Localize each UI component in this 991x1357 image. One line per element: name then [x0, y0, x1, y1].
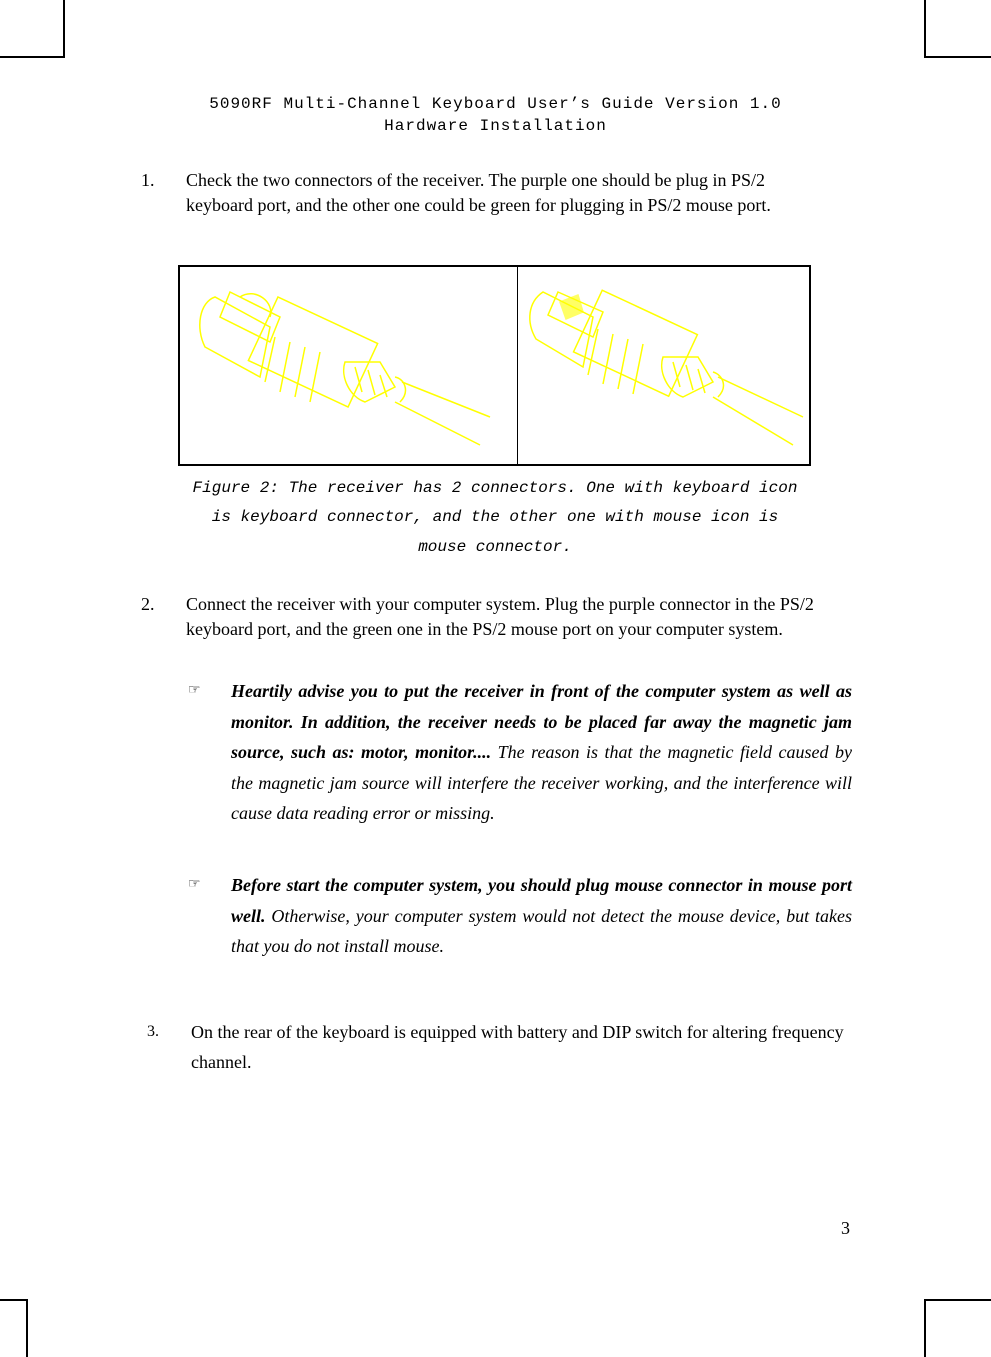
step-1-number: 1. — [141, 170, 155, 190]
note-1-emphasis: Heartily advise you to put the receiver in front of the computer system as well as monitor. In addition, the receiver needs to be placed far away the magnetic jam source, such as: motor, monitor.... — [231, 681, 852, 762]
pointing-hand-icon: ☞ — [188, 683, 201, 698]
keyboard-connector-image — [180, 267, 517, 464]
step-3-number: 3. — [147, 1023, 159, 1040]
figure-caption-line-3: mouse connector. — [418, 538, 572, 556]
note-2-emphasis: Before start the computer system, you should plug mouse connector in mouse port well. — [231, 875, 852, 926]
note-2-text: Otherwise, your computer system would not detect the mouse device, but takes that you do not install mouse. — [231, 905, 852, 956]
pointing-hand-icon: ☞ — [188, 877, 201, 892]
page-number: 3 — [841, 1218, 850, 1238]
header-title: 5090RF Multi-Channel Keyboard User’s Guide Version 1.0 — [209, 95, 782, 113]
note-1-text: The reason is that the magnetic field caused by the magnetic jam source will interfere the receiver working, and the interference will cause data reading error or missing. — [231, 742, 852, 823]
note-1 — [231, 676, 852, 829]
note-2 — [231, 870, 852, 962]
connector-figure — [178, 265, 811, 466]
mouse-connector-image — [518, 267, 809, 464]
figure-caption-line-2: is keyboard connector, and the other one with mouse icon is — [211, 508, 779, 526]
step-2-number: 2. — [141, 594, 155, 614]
step-1-text: Check the two connectors of the receiver. The purple one should be plug in PS/2 keyboard port, and the other one could be green for plugging in PS/2 mouse port. — [186, 170, 771, 215]
figure-caption-line-1: Figure 2: The receiver has 2 connectors. One with keyboard icon — [192, 479, 798, 497]
step-3-text: On the rear of the keyboard is equipped with battery and DIP switch for altering frequency channel. — [191, 1022, 844, 1072]
step-2-text: Connect the receiver with your computer system. Plug the purple connector in the PS/2 keyboard port, and the green one in the PS/2 mouse port on your computer system. — [186, 594, 814, 639]
header-section: Hardware Installation — [384, 117, 607, 135]
